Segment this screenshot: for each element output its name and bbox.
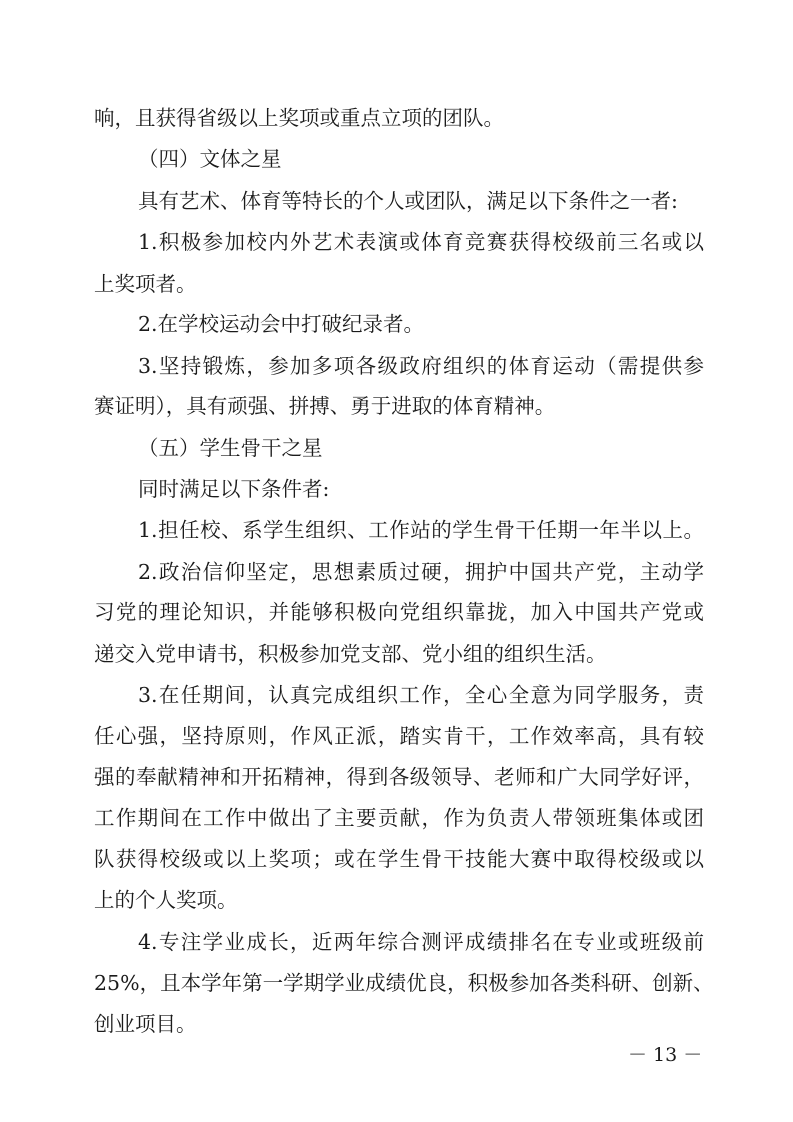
text-line-conditions-intro: 同时满足以下条件者: [138, 477, 330, 501]
leader-criterion-3-line-4: 工作期间在工作中做出了主要贡献，作为负责人带领班集体或团 [94, 806, 704, 830]
leader-criterion-1: 1.担任校、系学生组织、工作站的学生骨干任期一年半以上。 [138, 518, 704, 542]
leader-criterion-2-line-2: 习党的理论知识，并能够积极向党组织靠拢，加入中国共产党或 [94, 600, 704, 624]
leader-criterion-4-line-3: 创业项目。 [94, 1012, 197, 1036]
criterion-1-line-1: 1.积极参加校内外艺术表演或体育竞赛获得校级前三名或以 [138, 230, 704, 254]
leader-criterion-2-line-3: 递交入党申请书，积极参加党支部、党小组的组织生活。 [94, 642, 607, 666]
section-heading-sports-star: （四）文体之星 [138, 147, 282, 171]
page-number: － 13 － [628, 1044, 703, 1066]
criterion-1-line-2: 上奖项者。 [94, 272, 197, 296]
criterion-3-line-1: 3.坚持锻炼，参加多项各级政府组织的体育运动（需提供参 [138, 354, 704, 378]
leader-criterion-3-line-2: 任心强，坚持原则，作风正派，踏实肯干，工作效率高，具有较 [94, 724, 704, 748]
text-line-continuation: 响，且获得省级以上奖项或重点立项的团队。 [94, 106, 504, 130]
leader-criterion-4-line-2: 25%，且本学年第一学期学业成绩优良，积极参加各类科研、创新、 [94, 971, 714, 995]
leader-criterion-4-line-1: 4.专注学业成长，近两年综合测评成绩排名在专业或班级前 [138, 930, 704, 954]
leader-criterion-3-line-1: 3.在任期间，认真完成组织工作，全心全意为同学服务，责 [138, 683, 704, 707]
leader-criterion-3-line-5: 队获得校级或以上奖项；或在学生骨干技能大赛中取得校级或以 [94, 847, 704, 871]
criterion-2: 2.在学校运动会中打破纪录者。 [138, 312, 425, 336]
leader-criterion-2-line-1: 2.政治信仰坚定，思想素质过硬，拥护中国共产党，主动学 [138, 560, 704, 584]
text-line-intro: 具有艺术、体育等特长的个人或团队，满足以下条件之一者: [138, 189, 678, 213]
criterion-3-line-2: 赛证明），具有顽强、拼搏、勇于进取的体育精神。 [94, 394, 556, 418]
leader-criterion-3-line-6: 上的个人奖项。 [94, 888, 238, 912]
leader-criterion-3-line-3: 强的奉献精神和开拓精神，得到各级领导、老师和广大同学好评， [94, 765, 704, 789]
section-heading-student-leader-star: （五）学生骨干之星 [138, 436, 323, 460]
